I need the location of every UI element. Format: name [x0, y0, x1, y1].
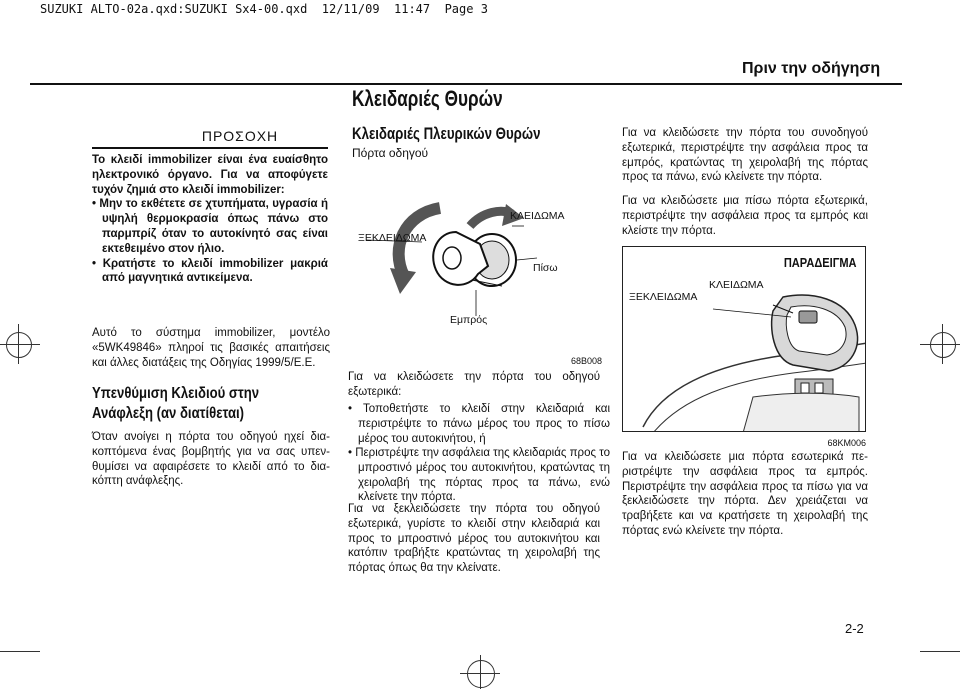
passenger-door-paragraph: Για να κλειδώσετε την πόρτα του συνοδηγού εξωτερικά, περιστρέψτε την ασφάλεια προς τα εμπρός, κρατώντας τη χειρολαβή της πόρτας προς τα πάνω, ενώ κλείνετε την πόρτα.	[622, 127, 868, 184]
example-label: ΠΑΡΑΔΕΙΓΜΑ	[784, 255, 857, 270]
crop-mark	[920, 651, 960, 652]
caution-title: ΠΡΟΣΟΧΗ	[201, 128, 279, 144]
caution-bullet: • Κρατήστε το κλειδί immobilizer μακριά από μαγνητικά αντικείμενα.	[92, 257, 328, 285]
unlock-label: ΞΕΚΛΕΙΔΩΜΑ	[358, 232, 427, 244]
subsection-title: Κλειδαριές Πλευρικών Θυρών	[352, 124, 541, 143]
immobilizer-paragraph: Αυτό το σύστημα immobilizer, μοντέλο «5WK49846» πληροί τις βασικές απαιτήσεις και άλλες διατάξεις της Οδηγίας 1999/5/Ε.Ε.	[92, 327, 330, 369]
key-lock-figure	[352, 168, 602, 368]
lock-intro-paragraph: Για να κλειδώσετε την πόρτα του οδηγού εξωτερικά:	[348, 371, 600, 398]
figure-code: 68B008	[570, 356, 602, 366]
lock-bullet: • Περιστρέψτε την ασφάλεια της κλειδαριάς προς το μπροστινό μέρος του αυτοκινήτου, κρατώντας τη χειρολαβή της πόρτας προς τα πάνω, ενώ κλείνετε την πόρτα.	[348, 447, 610, 504]
caution-intro: Το κλειδί immobilizer είναι ένα ευαίσθητο ηλεκτρονικό όργανο. Για να αποφύγετε τυχόν ζημιά στο κλειδί immobilizer:	[92, 154, 328, 196]
crop-mark	[0, 651, 40, 652]
example-lock-label: ΚΛΕΙΔΩΜΑ	[709, 279, 764, 291]
back-label: Πίσω	[533, 262, 558, 274]
print-slug: SUZUKI ALTO-02a.qxd:SUZUKI Sx4-00.qxd 12/11/09 11:47 Page 3	[0, 0, 960, 18]
example-figure	[622, 246, 866, 432]
key-lock-illustration	[352, 168, 602, 368]
page-title: Κλειδαριές Θυρών	[352, 86, 503, 111]
caution-box	[92, 128, 328, 286]
inside-lock-paragraph: Για να κλειδώσετε μια πόρτα εσωτερικά περιστρέψτε την ασφάλεια προς τα εμπρός. Περιστρέψτε την ασφάλεια προς τα πίσω για να ξεκλειδώσετε την πόρτα. Δεν χρειάζεται να τραβήξετε και να κρατήσετε τη χειρολαβή της πόρτας ενώ κλείνετε την πόρτα.	[622, 451, 868, 537]
driver-door-label: Πόρτα οδηγού	[352, 146, 429, 160]
front-label: Εμπρός	[450, 314, 488, 326]
lock-bullet: • Τοποθετήστε το κλειδί στην κλειδαριά και περιστρέψτε το πάνω μέρος του προς το πίσω μέρος του αυτοκινήτου, ή	[348, 403, 610, 445]
caution-rule	[92, 147, 328, 149]
example-unlock-label: ΞΕΚΛΕΙΔΩΜΑ	[629, 291, 698, 303]
reminder-heading: Υπενθύμιση Κλειδιού στην Ανάφλεξη (αν διατίθεται)	[92, 385, 260, 422]
unlock-paragraph: Για να ξεκλειδώσετε την πόρτα του οδηγού εξωτερικά, γυρίστε το κλειδί στην κλειδαριά και προς το μπροστινό μέρος του αυτοκινήτου και κατόπιν τραβήξτε κρατώντας τη χειρολαβή της πόρτας όπως θα την κλείνατε.	[348, 503, 600, 575]
rear-door-paragraph: Για να κλειδώσετε μια πίσω πόρτα εξωτερικά, περιστρέψτε την ασφάλεια προς τα εμπρός και κλείστε την πόρτα.	[622, 195, 868, 237]
caution-text	[92, 153, 328, 286]
page-number: 2-2	[845, 621, 864, 636]
door-panel-illustration	[623, 247, 866, 432]
lock-label: ΚΛΕΙΔΩΜΑ	[510, 210, 565, 222]
caution-bullet: • Μην το εκθέτετε σε χτυπήματα, υγρασία ή υψηλή θερμοκρασία όπως πάνω στο παρμπρίζ όταν το αυτοκίνητό σας είναι εκτεθειμένο στον ήλιο.	[92, 198, 328, 255]
section-divider	[30, 83, 902, 85]
section-header: Πριν την οδήγηση	[742, 60, 881, 77]
example-figure-code: 68KM006	[827, 438, 866, 448]
reminder-paragraph: Όταν ανοίγει η πόρτα του οδηγού ηχεί διακοπτόμενα ένας βομβητής για να σας υπενθυμίσει να αφαιρέσετε το κλειδί από το διακόπτη ανάφλεξης.	[92, 431, 330, 488]
